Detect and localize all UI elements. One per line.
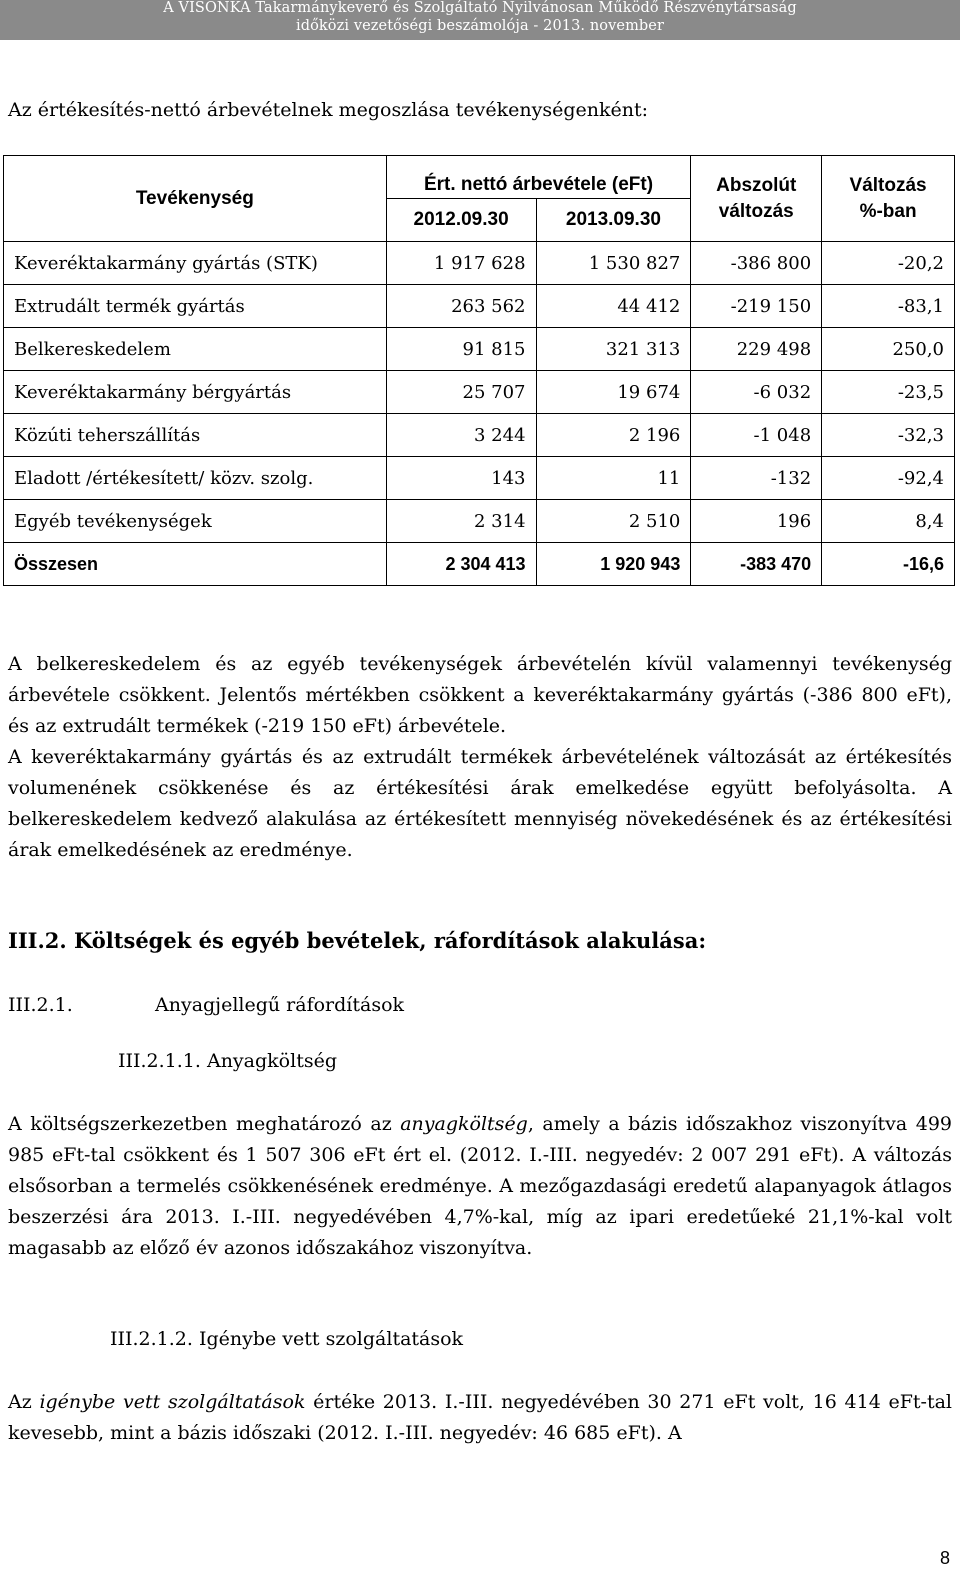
row-percent-change: -23,5 (822, 371, 955, 414)
row-activity: Keveréktakarmány gyártás (STK) (4, 242, 387, 285)
page-number: 8 (939, 1548, 950, 1568)
row-percent-change: 8,4 (822, 500, 955, 543)
material-cost-post: , amely a bázis időszakhoz viszonyítva 499 985 eFt-tal csökkent és 1 507 306 eFt ért el. (2012. I.-III. negyedév: 2 007 291 eFt). A változás elsősorban a termelés csökkenésének eredménye. A mezőgazdasági eredetű alapanyagok átlagos beszerzési ára 2013. I.-III. negyedévében 4,7%-kal, míg az ipari eredetűeké 21,1%-kal volt magasabb az előző év azonos időszakához viszonyítva. (8, 1113, 952, 1259)
row-activity: Eladott /értékesített/ közv. szolg. (4, 457, 387, 500)
row-value-2013: 19 674 (536, 371, 691, 414)
header-abs-line2: változás (718, 200, 794, 222)
row-percent-change: -83,1 (822, 285, 955, 328)
table-row (4, 285, 955, 328)
row-value-2012: 263 562 (386, 285, 536, 328)
analysis-paragraph-1: A belkereskedelem és az egyéb tevékenységek árbevételén kívül valamennyi tevékenység árbevétele csökkent. Jelentős mértékben csökkent a keveréktakarmány gyártás (-386 800 eFt), és az extrudált termékek (-219 150 eFt) árbevétele. (8, 653, 952, 737)
header-year-2012: 2012.09.30 (386, 199, 536, 242)
table-row (4, 371, 955, 414)
heading-material-costs: Anyagjellegű ráfordítások (155, 994, 405, 1016)
material-cost-term: anyagköltség (400, 1113, 528, 1135)
row-value-2012: 1 917 628 (386, 242, 536, 285)
row-absolute-change: -1 048 (691, 414, 822, 457)
material-cost-pre: A költségszerkezetben meghatározó az (8, 1113, 401, 1135)
header-activity: Tevékenység (4, 156, 387, 242)
services-pre: Az (8, 1391, 40, 1413)
total-pct: -16,6 (822, 543, 955, 586)
header-revenue: Ért. nettó árbevétele (eFt) (386, 156, 691, 199)
table-body (4, 242, 955, 543)
row-percent-change: -20,2 (822, 242, 955, 285)
row-value-2013: 2 510 (536, 500, 691, 543)
total-2012: 2 304 413 (386, 543, 536, 586)
row-activity: Belkereskedelem (4, 328, 387, 371)
analysis-paragraph (8, 649, 952, 866)
total-label: Összesen (4, 543, 387, 586)
row-absolute-change: 229 498 (691, 328, 822, 371)
material-cost-paragraph (8, 1109, 952, 1264)
header-company-name: A VISONKA Takarmánykeverő és Szolgáltató Nyilvánosan Működő Részvénytársaság (163, 0, 797, 16)
row-value-2013: 11 (536, 457, 691, 500)
row-value-2012: 91 815 (386, 328, 536, 371)
table-row (4, 414, 955, 457)
row-absolute-change: -6 032 (691, 371, 822, 414)
section-title: Az értékesítés-nettó árbevételnek megoszlása tevékenységenként: (8, 99, 649, 121)
row-value-2013: 1 530 827 (536, 242, 691, 285)
row-absolute-change: 196 (691, 500, 822, 543)
header-pct-line2: %-ban (859, 200, 917, 222)
services-paragraph (8, 1387, 952, 1449)
header-abs-line1: Abszolút (716, 174, 797, 196)
heading-services: III.2.1.2. Igénybe vett szolgáltatások (110, 1328, 464, 1350)
heading-costs: III.2. Költségek és egyéb bevételek, ráfordítások alakulása: (8, 928, 707, 953)
total-abs: -383 470 (691, 543, 822, 586)
row-percent-change: -92,4 (822, 457, 955, 500)
heading-material-cost: III.2.1.1. Anyagköltség (118, 1050, 337, 1072)
header-absolute-change (691, 156, 822, 242)
row-value-2013: 44 412 (536, 285, 691, 328)
row-absolute-change: -219 150 (691, 285, 822, 328)
row-value-2013: 321 313 (536, 328, 691, 371)
row-activity: Keveréktakarmány bérgyártás (4, 371, 387, 414)
table-total-row (4, 543, 955, 586)
analysis-paragraph-2: A keveréktakarmány gyártás és az extrudált termékek árbevételének változását az értékesítés volumenének csökkenése és az értékesítési árak emelkedése együtt befolyásolta. A belkereskedelem kedvező alakulása az értékesített mennyiség növekedésének és az értékesítési árak emelkedésének az eredménye. (8, 746, 952, 861)
total-2013: 1 920 943 (536, 543, 691, 586)
services-post: értéke 2013. I.-III. negyedévében 30 271 eFt volt, 16 414 eFt-tal kevesebb, mint a bázis időszaki (2012. I.-III. negyedév: 46 685 eFt). A (8, 1391, 952, 1444)
table-row (4, 500, 955, 543)
revenue-table (3, 155, 955, 586)
heading-material-costs-number: III.2.1. (8, 994, 73, 1016)
document-header (0, 0, 960, 40)
table-row (4, 457, 955, 500)
table-row (4, 242, 955, 285)
row-activity: Közúti teherszállítás (4, 414, 387, 457)
row-value-2012: 143 (386, 457, 536, 500)
row-value-2012: 2 314 (386, 500, 536, 543)
row-percent-change: 250,0 (822, 328, 955, 371)
row-absolute-change: -132 (691, 457, 822, 500)
row-value-2012: 25 707 (386, 371, 536, 414)
header-percent-change (822, 156, 955, 242)
row-activity: Extrudált termék gyártás (4, 285, 387, 328)
header-year-2013: 2013.09.30 (536, 199, 691, 242)
row-absolute-change: -386 800 (691, 242, 822, 285)
row-percent-change: -32,3 (822, 414, 955, 457)
row-activity: Egyéb tevékenységek (4, 500, 387, 543)
header-pct-line1: Változás (849, 174, 927, 196)
table-row (4, 328, 955, 371)
row-value-2013: 2 196 (536, 414, 691, 457)
header-report-title: időközi vezetőségi beszámolója - 2013. november (295, 18, 665, 34)
services-term: igénybe vett szolgáltatások (39, 1391, 306, 1413)
row-value-2012: 3 244 (386, 414, 536, 457)
table-header-row (4, 156, 955, 199)
